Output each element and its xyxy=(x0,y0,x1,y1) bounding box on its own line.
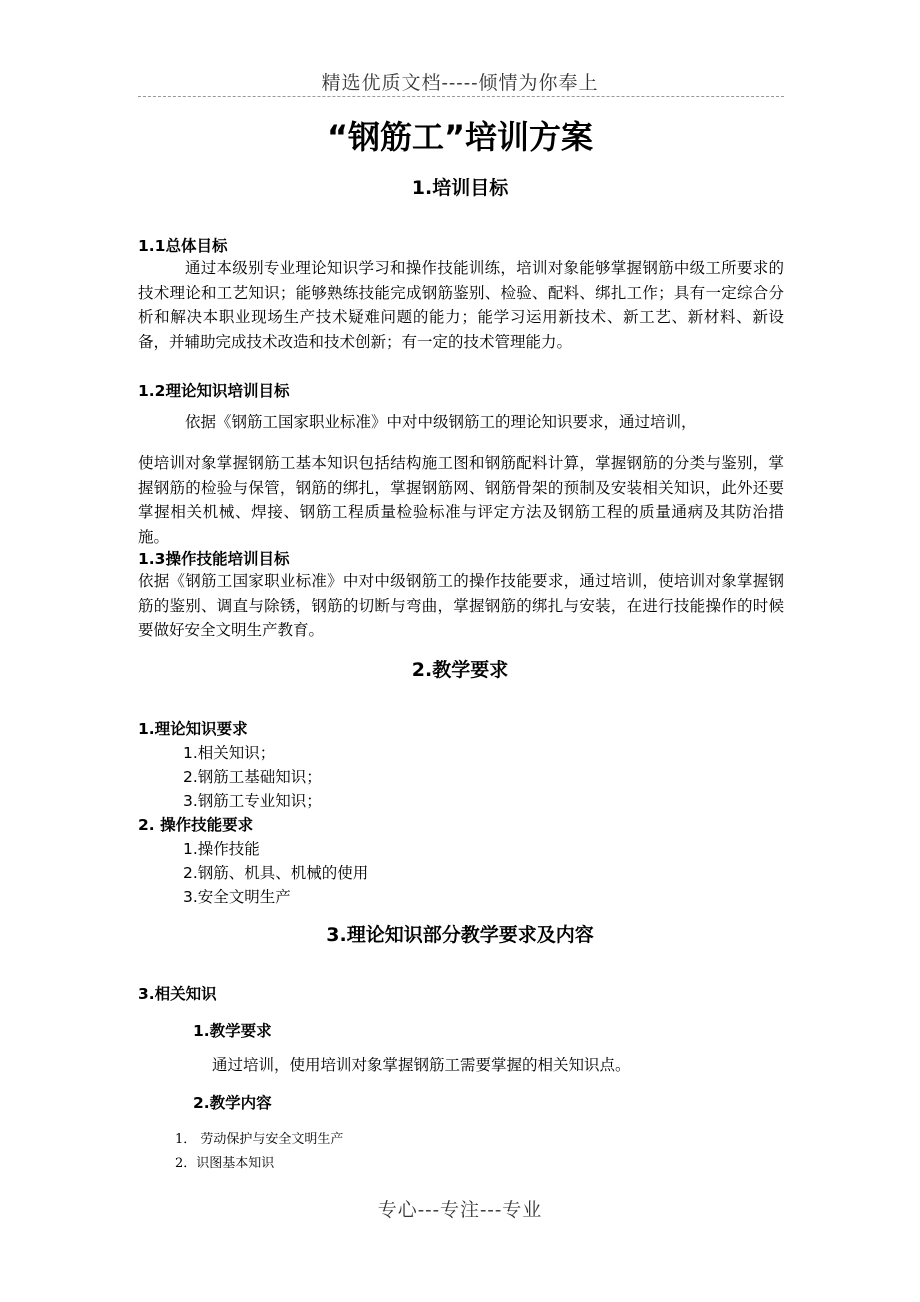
page-footer: 专心---专注---专业 xyxy=(377,1199,543,1221)
requirements-group-2-item: 1.操作技能 xyxy=(183,840,260,858)
section-3-subheading: 3.相关知识 xyxy=(138,985,217,1003)
section-3-heading: 3.理论知识部分教学要求及内容 xyxy=(326,924,594,946)
section-1-1-paragraph: 通过本级别专业理论知识学习和操作技能训练，培训对象能够掌握钢筋中级工所要求的技术理论和工艺知识；能够熟练技能完成钢筋鉴别、检验、配料、绑扎工作；具有一定综合分析和解决本职业现场生产技术疑难问题的能力；能学习运用新技术、新工艺、新材料、新设备，并辅助完成技术改造和技术创新；有一定的技术管理能力。 xyxy=(138,259,784,351)
teaching-content-item: 2．识图基本知识 xyxy=(175,1156,275,1171)
teaching-requirements-heading: 1.教学要求 xyxy=(193,1022,272,1040)
requirements-group-1-item: 1.相关知识； xyxy=(183,744,276,762)
requirements-group-2-item: 2.钢筋、机具、机械的使用 xyxy=(183,864,369,882)
section-1-2-paragraph: 使培训对象掌握钢筋工基本知识包括结构施工图和钢筋配料计算，掌握钢筋的分类与鉴别，掌握钢筋的检验与保管，钢筋的绑扎，掌握钢筋网、钢筋骨架的预制及安装相关知识，此外还要掌握相关机械、焊接、钢筋工程质量检验标准与评定方法及钢筋工程的质量通病及其防治措施。 xyxy=(138,454,784,546)
section-1-3-heading: 1.3操作技能培训目标 xyxy=(138,550,290,568)
requirements-group-2-heading: 2. 操作技能要求 xyxy=(138,816,254,834)
teaching-content-item: 1． 劳动保护与安全文明生产 xyxy=(175,1132,344,1147)
header-divider xyxy=(138,96,784,97)
requirements-group-2-item: 3.安全文明生产 xyxy=(183,888,291,906)
section-1-2-first-line: 依据《钢筋工国家职业标准》中对中级钢筋工的理论知识要求，通过培训， xyxy=(185,413,697,431)
section-1-3-paragraph: 依据《钢筋工国家职业标准》中对中级钢筋工的操作技能要求，通过培训，使培训对象掌握钢筋的鉴别、调直与除锈，钢筋的切断与弯曲，掌握钢筋的绑扎与安装，在进行技能操作的时候要做好安全文明生产教育。 xyxy=(138,572,784,639)
document-title: “钢筋工”培训方案 xyxy=(326,118,594,156)
requirements-group-1-item: 2.钢筋工基础知识； xyxy=(183,768,322,786)
section-1-2-heading: 1.2理论知识培训目标 xyxy=(138,382,290,400)
section-2-heading: 2.教学要求 xyxy=(411,659,509,681)
section-1-heading: 1.培训目标 xyxy=(411,177,509,199)
page-header: 精选优质文档-----倾情为你奉上 xyxy=(321,72,599,94)
teaching-content-heading: 2.教学内容 xyxy=(193,1094,272,1112)
requirements-group-1-item: 3.钢筋工专业知识； xyxy=(183,792,322,810)
section-1-1-heading: 1.1总体目标 xyxy=(138,237,228,255)
teaching-requirements-text: 通过培训，使用培训对象掌握钢筋工需要掌握的相关知识点。 xyxy=(212,1056,631,1074)
requirements-group-1-heading: 1.理论知识要求 xyxy=(138,720,248,738)
